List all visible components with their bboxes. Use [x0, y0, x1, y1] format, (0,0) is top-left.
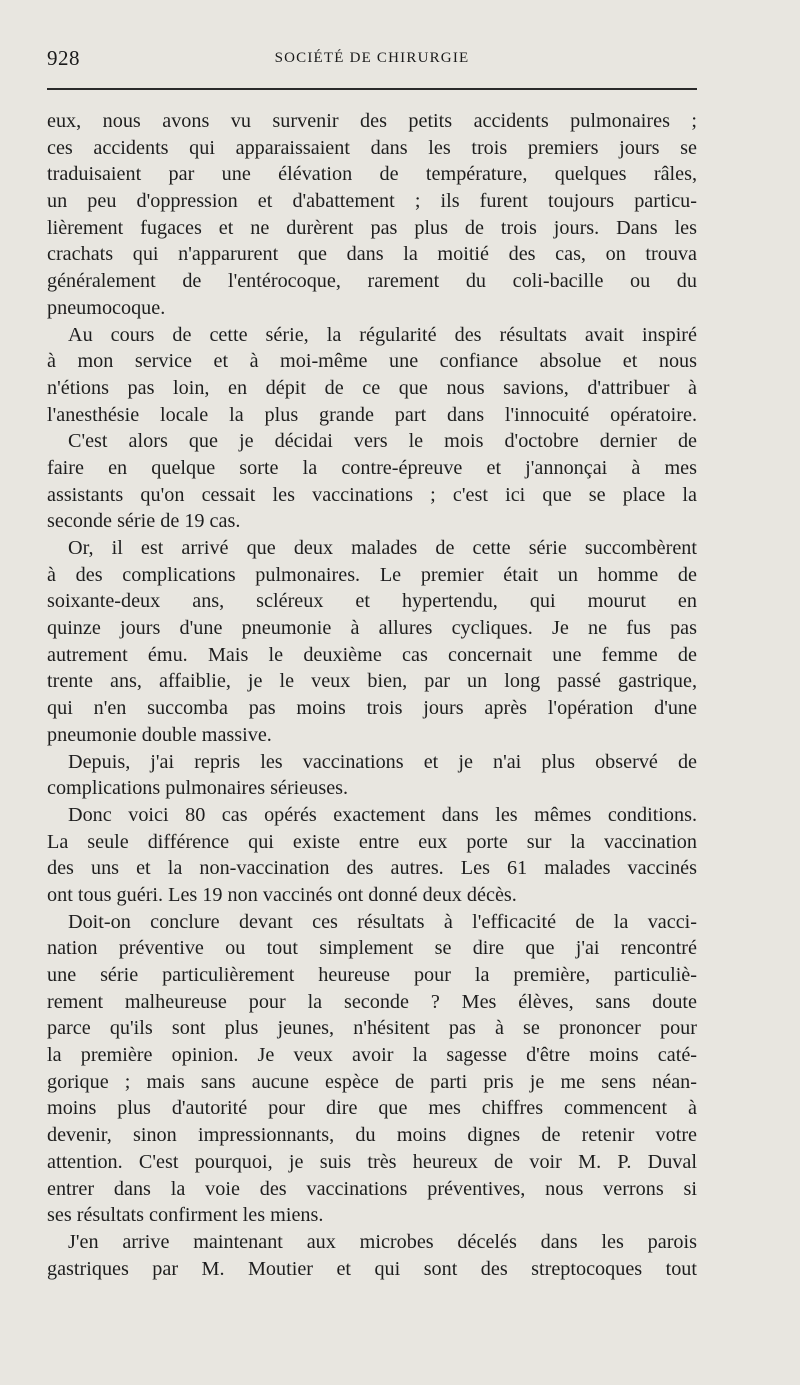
paragraph-start-line: Or, il est arrivé que deux malades de cette série succombèrent: [68, 537, 697, 559]
text-line: pneumonie double massive.: [47, 723, 272, 746]
paragraph-start-line: Au cours de cette série, la régularité des résultats avait inspiré: [68, 323, 697, 346]
text-line: complications pulmonaires sérieuses.: [47, 777, 349, 800]
text-line: à des complications pulmonaires. Le premier était un homme de: [47, 563, 697, 586]
text-line: assistants qu'on cessait les vaccinations ; c'est ici que se place la: [47, 483, 697, 506]
text-line: attention. C'est pourquoi, je suis très heureux de voir M. P. Duval: [47, 1150, 697, 1173]
paragraph-start-line: Donc voici 80 cas opérés exactement dans les mêmes conditions.: [68, 803, 697, 826]
header-rule: [47, 88, 697, 90]
text-line: traduisaient par une élévation de température, quelques râles,: [47, 163, 697, 186]
text-line: pneumocoque.: [47, 296, 166, 319]
text-line: seconde série de 19 cas.: [47, 510, 241, 533]
text-line: parce qu'ils sont plus jeunes, n'hésitent pas à se prononcer pour: [47, 1017, 697, 1040]
text-line: faire en quelque sorte la contre-épreuve et j'annonçai à mes: [47, 456, 697, 479]
text-line: l'anesthésie locale la plus grande part dans l'innocuité opératoire.: [47, 403, 697, 426]
text-line: rement malheureuse pour la seconde ? Mes élèves, sans doute: [47, 990, 697, 1013]
text-line: eux, nous avons vu survenir des petits accidents pulmonaires ;: [47, 110, 697, 132]
text-line: ont tous guéri. Les 19 non vaccinés ont donné deux décès.: [47, 883, 517, 906]
paragraph-start-line: Doit-on conclure devant ces résultats à l'efficacité de la vacci-: [68, 910, 697, 933]
text-line: la première opinion. Je veux avoir la sagesse d'être moins caté-: [47, 1044, 697, 1067]
text-line: gastriques par M. Moutier et qui sont des streptocoques tout: [47, 1257, 697, 1280]
text-line: nation préventive ou tout simplement se dire que j'ai rencontré: [47, 937, 697, 960]
text-line: La seule différence qui existe entre eux porte sur la vaccination: [47, 830, 697, 853]
paragraph-start-line: Depuis, j'ai repris les vaccinations et je n'ai plus observé de: [68, 750, 697, 773]
text-line: gorique ; mais sans aucune espèce de parti pris je me sens néan-: [47, 1070, 697, 1093]
paragraph-start-line: C'est alors que je décidai vers le mois d'octobre dernier de: [68, 430, 697, 453]
body-text: [47, 108, 697, 1282]
text-line: devenir, sinon impressionnants, du moins dignes de retenir votre: [47, 1124, 697, 1147]
text-line: ses résultats confirment les miens.: [47, 1204, 324, 1227]
text-line: autrement ému. Mais le deuxième cas concernait une femme de: [47, 643, 697, 666]
text-line: crachats qui n'apparurent que dans la moitié des cas, on trouva: [47, 243, 697, 266]
text-line: quinze jours d'une pneumonie à allures cycliques. Je ne fus pas: [47, 617, 697, 640]
text-line: entrer dans la voie des vaccinations préventives, nous verrons si: [47, 1177, 697, 1200]
text-line: trente ans, affaiblie, je le veux bien, par un long passé gastrique,: [47, 670, 697, 693]
text-line: n'étions pas loin, en dépit de ce que nous savions, d'attribuer à: [47, 376, 697, 399]
text-line: lièrement fugaces et ne durèrent pas plus de trois jours. Dans les: [47, 216, 697, 239]
paragraph-start-line: J'en arrive maintenant aux microbes décelés dans les parois: [68, 1230, 697, 1253]
text-line: moins plus d'autorité pour dire que mes chiffres commencent à: [47, 1097, 697, 1120]
text-line: des uns et la non-vaccination des autres. Les 61 malades vaccinés: [47, 857, 697, 880]
text-line: une série particulièrement heureuse pour la première, particuliè-: [47, 964, 697, 986]
page-header: [47, 46, 697, 74]
text-line: à mon service et à moi-même une confiance absolue et nous: [47, 350, 697, 373]
page-number: 928: [47, 46, 80, 70]
text-line: soixante-deux ans, scléreux et hypertendu, qui mourut en: [47, 590, 697, 613]
running-head: SOCIÉTÉ DE CHIRURGIE: [274, 50, 470, 66]
text-line: ces accidents qui apparaissaient dans les trois premiers jours se: [47, 136, 697, 159]
text-line: qui n'en succomba pas moins trois jours après l'opération d'une: [47, 697, 697, 720]
text-line: généralement de l'entérocoque, rarement du coli-bacille ou du: [47, 270, 697, 293]
text-line: un peu d'oppression et d'abattement ; ils furent toujours particu-: [47, 190, 697, 213]
